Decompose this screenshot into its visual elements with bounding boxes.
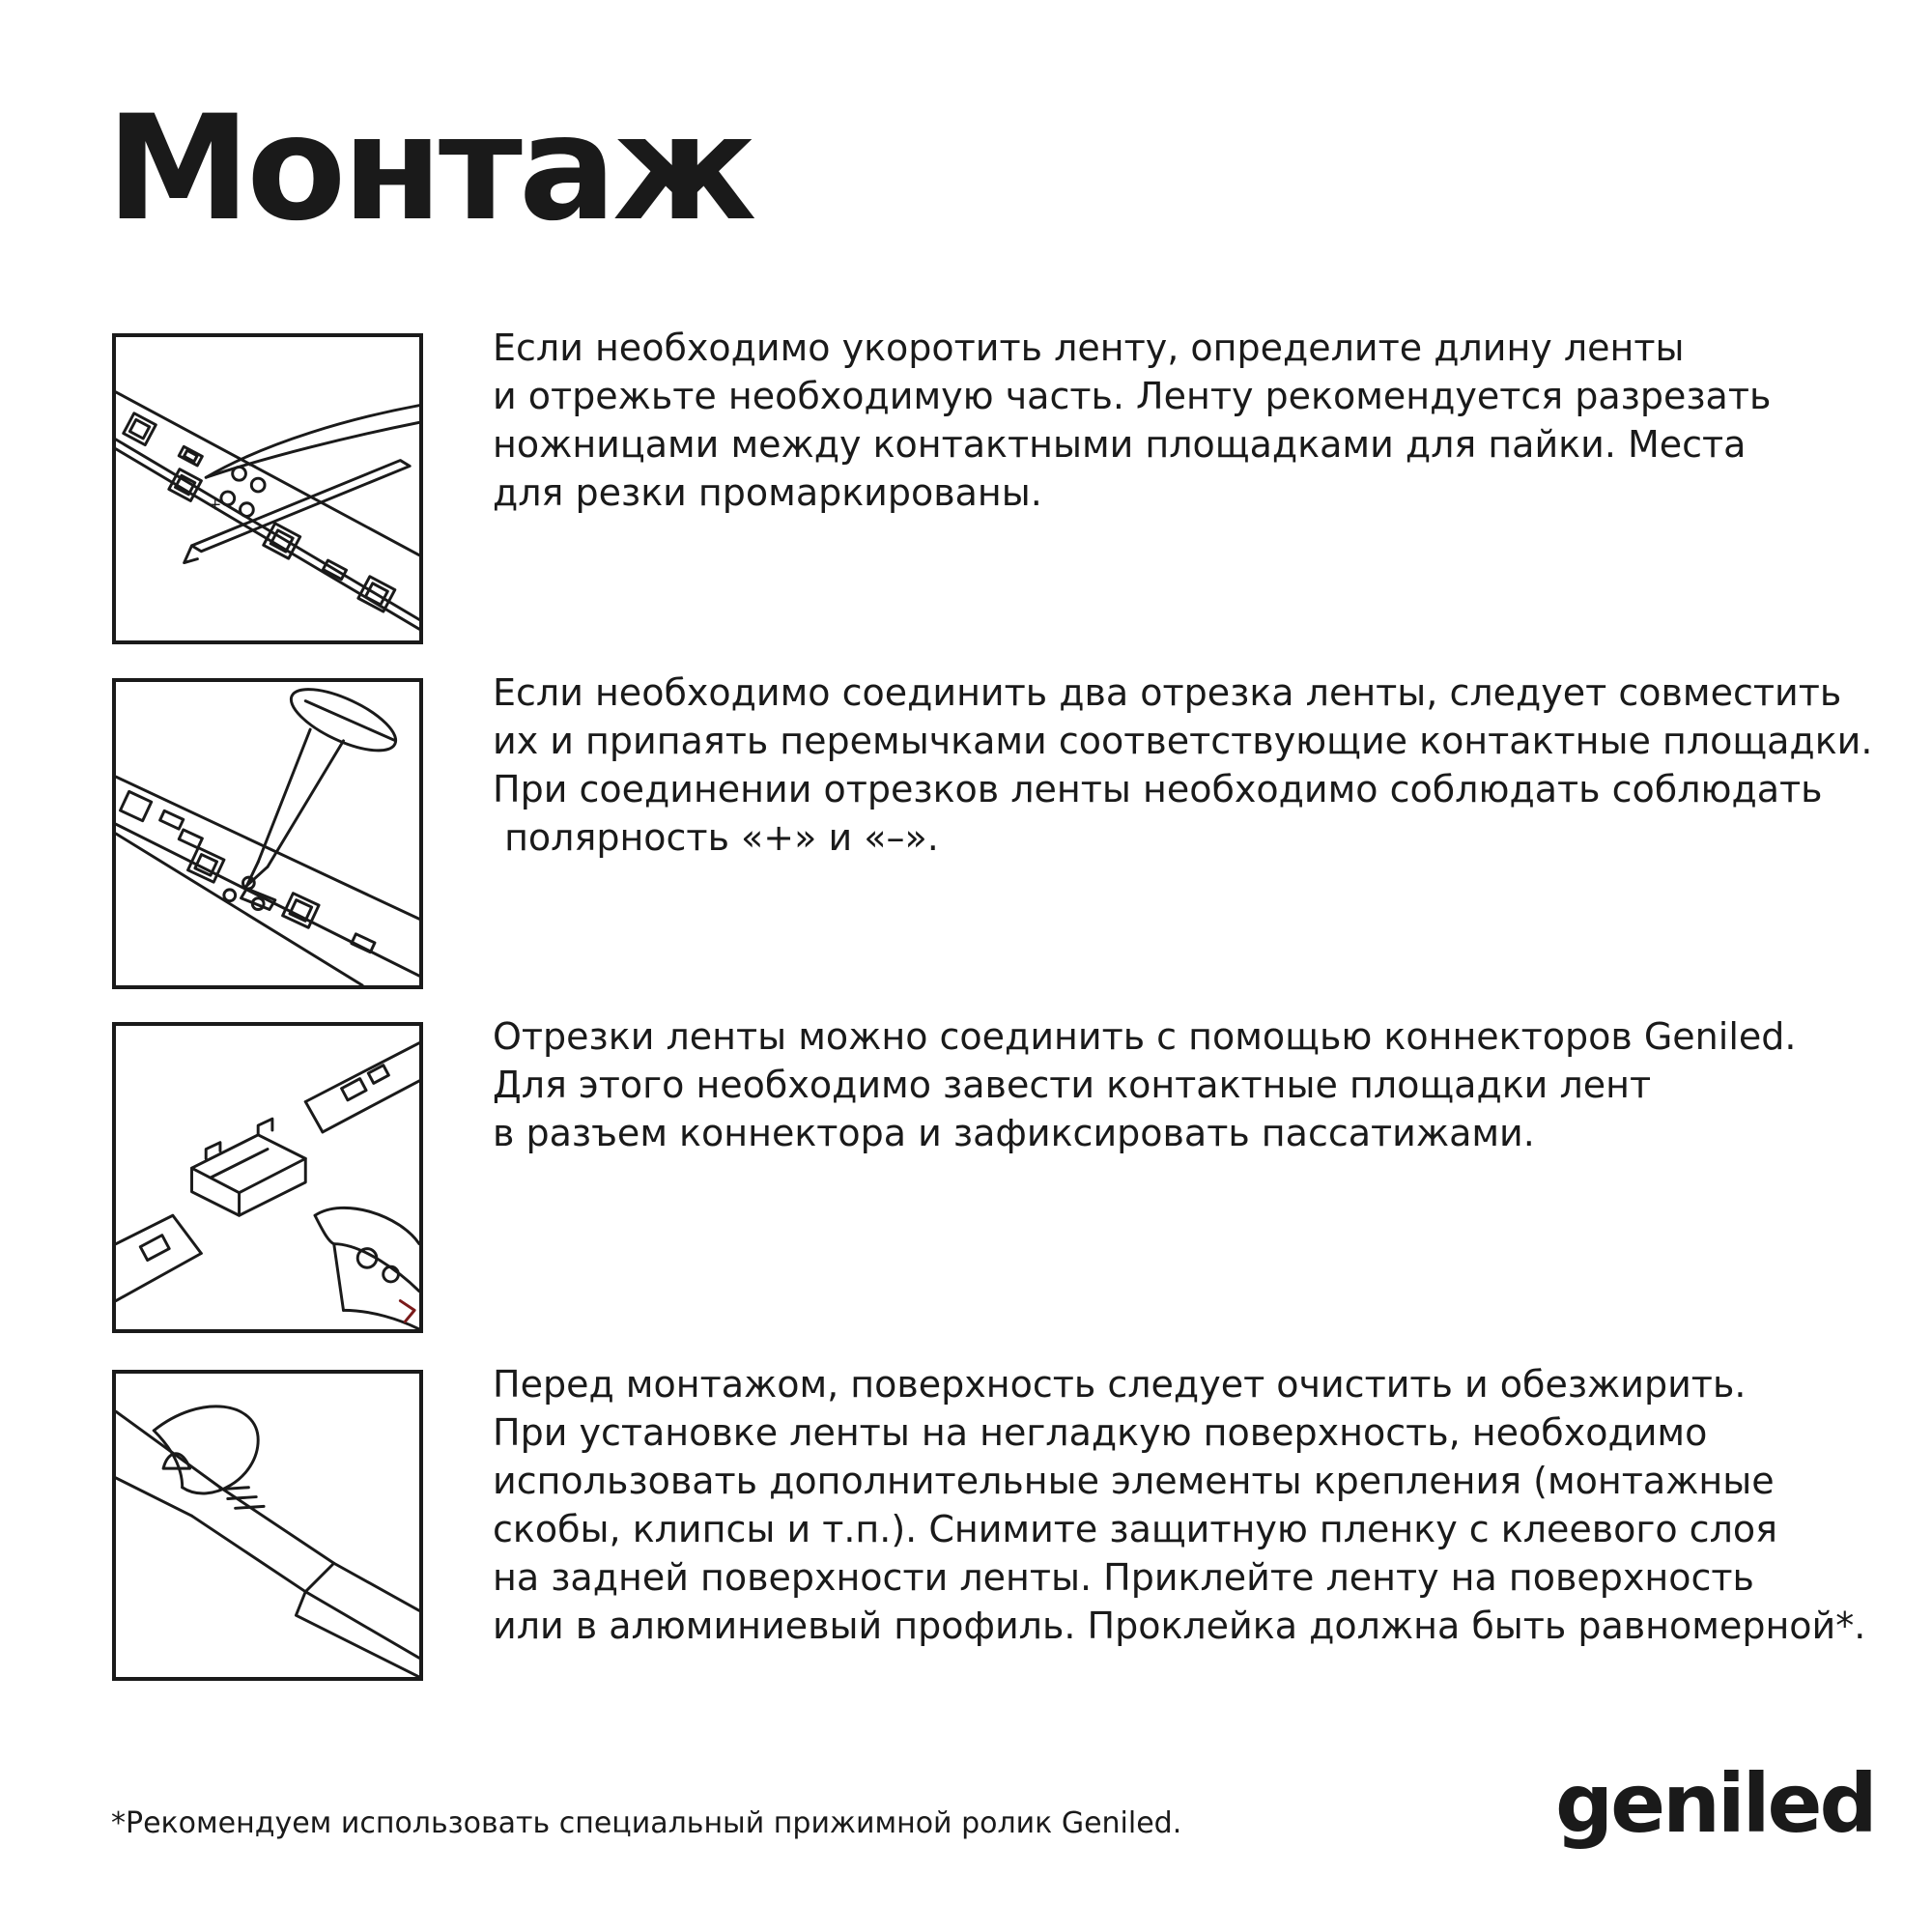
step-solder-line-1: Если необходимо соединить два отрезка ленты, следует совместить: [493, 671, 1842, 714]
step-solder-line-2: их и припаять перемычками соответствующие контактные площадки.: [493, 720, 1873, 762]
step-connector: [0, 1015, 1932, 1341]
step-connector-line-2: Для этого необходимо завести контактные площадки лент: [493, 1064, 1652, 1106]
page-title: Монтаж: [106, 85, 753, 253]
step-adhesive-line-3: использовать дополнительные элементы крепления (монтажные: [493, 1460, 1775, 1502]
soldering-iron-icon: [112, 678, 423, 989]
step-cut-line-2: и отрежьте необходимую часть. Ленту рекомендуется разрезать: [493, 375, 1772, 417]
svg-text:–: –: [248, 455, 257, 474]
step-connector-text: [493, 1012, 1874, 1157]
step-solder-line-4: полярность «+» и «–».: [493, 816, 939, 859]
connector-pliers-icon: [112, 1022, 423, 1333]
step-connector-line-1: Отрезки ленты можно соединить с помощью коннекторов Geniled.: [493, 1015, 1797, 1058]
step-cut-line-4: для резки промаркированы.: [493, 471, 1042, 514]
step-adhesive-line-4: скобы, клипсы и т.п.). Снимите защитную пленку с клеевого слоя: [493, 1508, 1777, 1550]
step-cut: [0, 327, 1932, 652]
step-cut-line-1: Если необходимо укоротить ленту, определите длину ленты: [493, 327, 1685, 369]
svg-text:+: +: [209, 495, 222, 514]
step-solder-text: [493, 668, 1874, 862]
adhesive-tape-peel-icon: [112, 1370, 423, 1681]
step-solder-line-3: При соединении отрезков ленты необходимо соблюдать соблюдать: [493, 768, 1823, 810]
footnote: *Рекомендуем использовать специальный прижимной ролик Geniled.: [111, 1806, 1182, 1840]
led-strip-cut-scissors-icon: [112, 333, 423, 644]
step-cut-text: [493, 324, 1874, 517]
brand-logo: geniled: [1555, 1756, 1875, 1851]
step-adhesive-line-6: или в алюминиевый профиль. Проклейка должна быть равномерной*.: [493, 1605, 1866, 1647]
step-adhesive-line-1: Перед монтажом, поверхность следует очистить и обезжирить.: [493, 1363, 1747, 1406]
step-adhesive: [0, 1363, 1932, 1689]
step-connector-line-3: в разъем коннектора и зафиксировать пассатижами.: [493, 1112, 1535, 1154]
step-adhesive-text: [493, 1360, 1874, 1650]
step-adhesive-line-5: на задней поверхности ленты. Приклейте ленту на поверхность: [493, 1556, 1754, 1599]
step-cut-line-3: ножницами между контактными площадками для пайки. Места: [493, 423, 1747, 466]
step-adhesive-line-2: При установке ленты на негладкую поверхность, необходимо: [493, 1411, 1708, 1454]
step-solder: [0, 671, 1932, 997]
